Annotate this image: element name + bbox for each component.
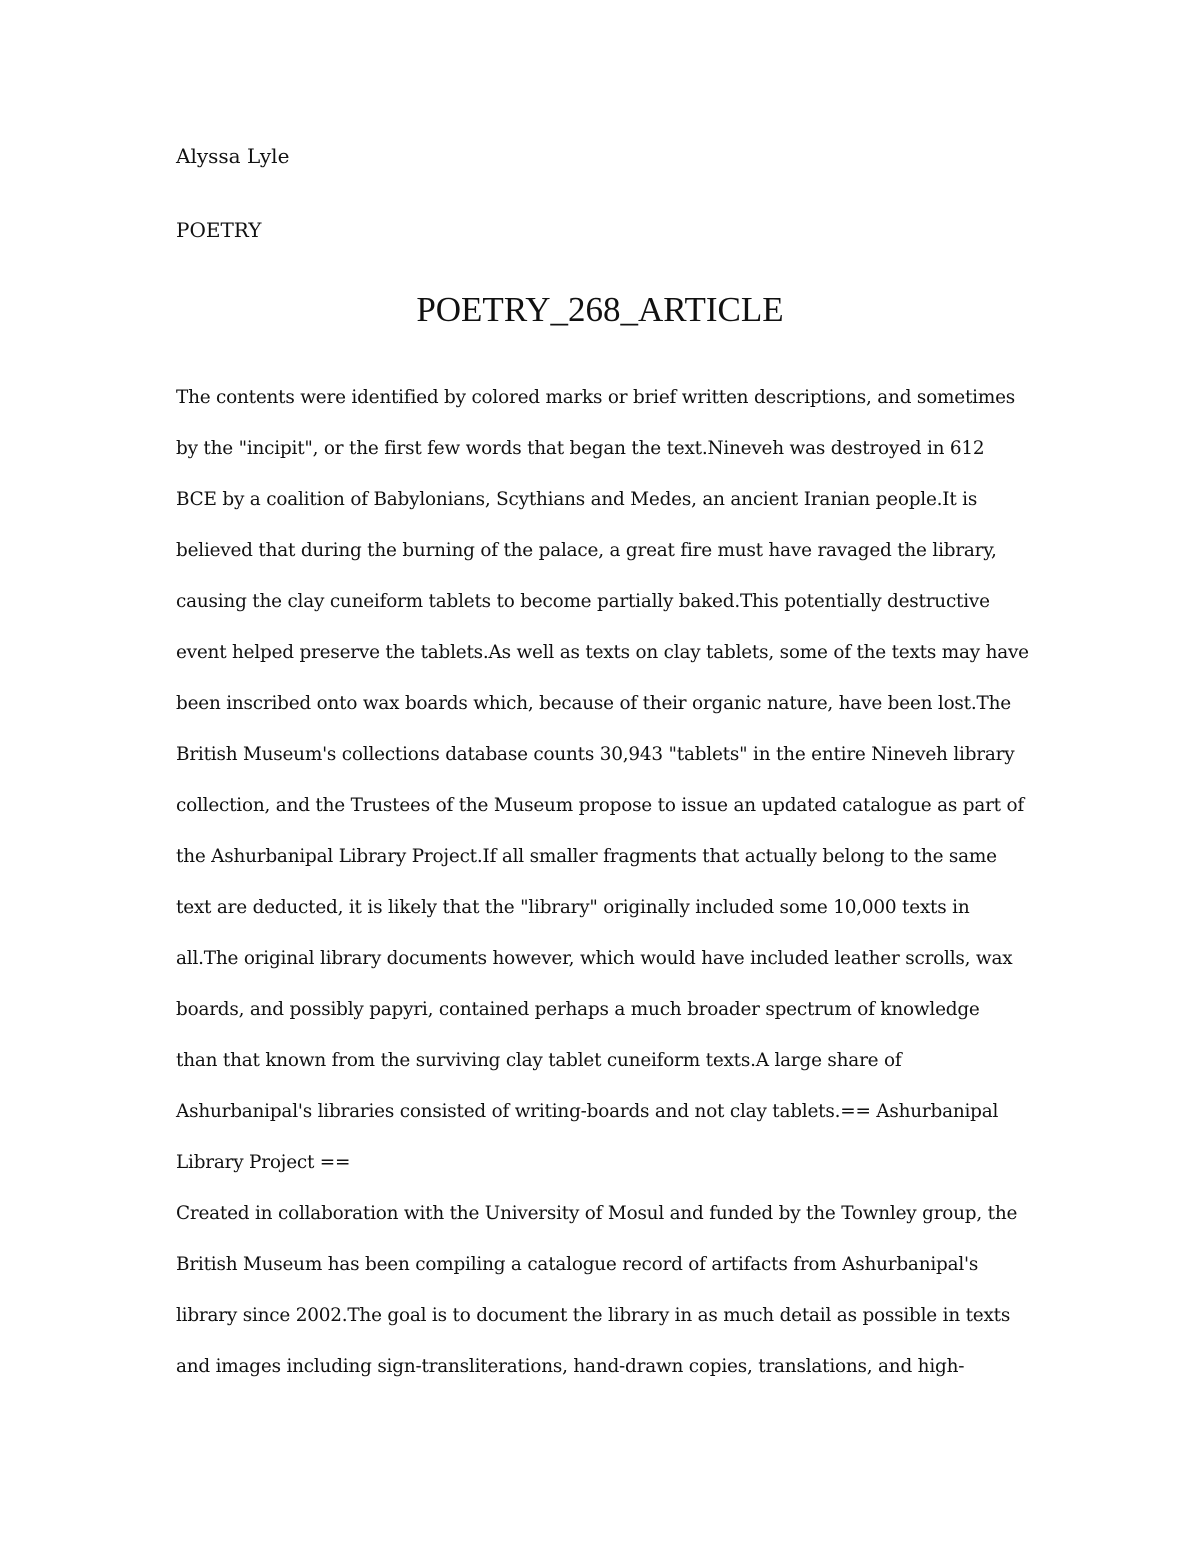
document-title: POETRY_268_ARTICLE — [416, 290, 784, 329]
body-line: event helped preserve the tablets.As well as texts on clay tablets, some of the texts may have — [176, 642, 1029, 663]
category-label: POETRY — [176, 218, 262, 242]
body-line: boards, and possibly papyri, contained perhaps a much broader spectrum of knowledge — [176, 999, 980, 1020]
body-line: The contents were identified by colored marks or brief written descriptions, and sometimes — [176, 387, 1015, 408]
body-line: British Museum has been compiling a catalogue record of artifacts from Ashurbanipal's — [176, 1254, 979, 1275]
body-line: collection, and the Trustees of the Museum propose to issue an updated catalogue as part of — [176, 795, 1024, 816]
body-line: Created in collaboration with the University of Mosul and funded by the Townley group, the — [176, 1203, 1018, 1224]
body-line: the Ashurbanipal Library Project.If all smaller fragments that actually belong to the same — [176, 846, 997, 867]
body-line: text are deducted, it is likely that the "library" originally included some 10,000 texts in — [176, 897, 970, 918]
body-line: and images including sign-transliterations, hand-drawn copies, translations, and high- — [176, 1356, 965, 1377]
body-line: Library Project == — [176, 1152, 351, 1173]
body-line: Ashurbanipal's libraries consisted of writing-boards and not clay tablets.== Ashurbanipal — [176, 1101, 999, 1122]
body-line: than that known from the surviving clay tablet cuneiform texts.A large share of — [176, 1050, 902, 1071]
body-line: BCE by a coalition of Babylonians, Scythians and Medes, an ancient Iranian people.It is — [176, 489, 978, 510]
article-body — [176, 384, 1036, 1404]
body-line: been inscribed onto wax boards which, because of their organic nature, have been lost.The — [176, 693, 1011, 714]
body-line: library since 2002.The goal is to document the library in as much detail as possible in texts — [176, 1305, 1011, 1326]
body-line: all.The original library documents however, which would have included leather scrolls, wax — [176, 948, 1013, 969]
body-line: causing the clay cuneiform tablets to become partially baked.This potentially destructive — [176, 591, 990, 612]
author-name: Alyssa Lyle — [176, 144, 290, 168]
body-line: British Museum's collections database counts 30,943 "tablets" in the entire Nineveh library — [176, 744, 1015, 765]
body-line: believed that during the burning of the palace, a great fire must have ravaged the library, — [176, 540, 997, 561]
body-line: by the "incipit", or the first few words that began the text.Nineveh was destroyed in 612 — [176, 438, 985, 459]
